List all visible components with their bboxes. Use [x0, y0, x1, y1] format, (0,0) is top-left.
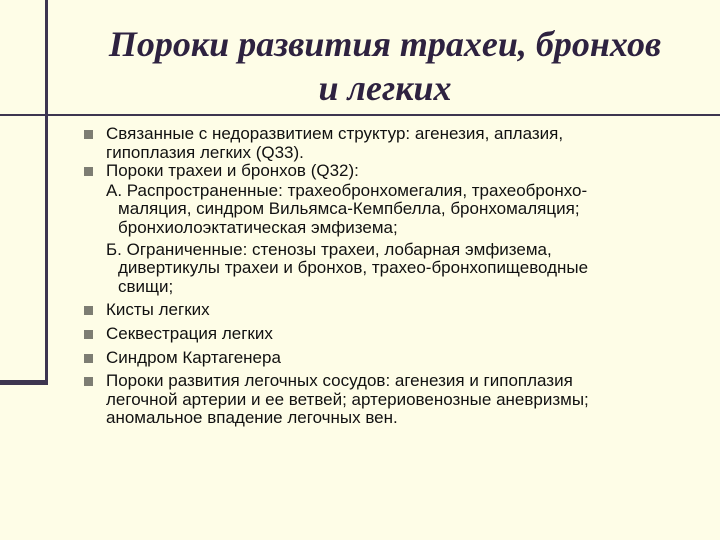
bullet-line: Пороки развития легочных сосудов: агенезия и гипоплазия: [106, 371, 573, 391]
bullet-item-underdevelopment: [84, 125, 704, 162]
slide-title-line-1: Пороки развития трахеи, бронхов: [108, 24, 662, 64]
square-bullet-icon: [84, 354, 93, 363]
bullet-item-vascular: [84, 372, 704, 428]
subparagraph-line: бронхиолоэктатическая эмфизема;: [118, 217, 398, 237]
subparagraph-line: свищи;: [118, 276, 174, 296]
square-bullet-icon: [84, 130, 93, 139]
slide-title: [60, 22, 710, 110]
bullet-item-sequestration: [84, 325, 704, 344]
bullet-item-trachea-bronchi: [84, 162, 704, 296]
accent-bar: [0, 380, 48, 385]
subparagraph-a: [106, 182, 704, 238]
horizontal-rule: [0, 114, 720, 116]
square-bullet-icon: [84, 306, 93, 315]
subparagraph-b: [106, 241, 704, 297]
subparagraph-line: Б. Ограниченные: стенозы трахеи, лобарная эмфизема,: [106, 239, 552, 259]
bullet-line: Связанные с недоразвитием структур: агенезия, аплазия,: [106, 124, 564, 143]
square-bullet-icon: [84, 167, 93, 176]
bullet-line: Синдром Картагенера: [106, 347, 281, 367]
bullet-line: легочной артерии и ее ветвей; артериовенозные аневризмы;: [106, 389, 589, 409]
bullet-item-kartagener: [84, 349, 704, 368]
bullet-line: Пороки трахеи и бронхов (Q32):: [106, 161, 359, 181]
square-bullet-icon: [84, 377, 93, 386]
bullet-item-lung-cysts: [84, 301, 704, 320]
bullet-line: Кисты легких: [106, 300, 210, 320]
subparagraph-line: А. Распространенные: трахеобронхомегалия, трахеобронхо-: [106, 180, 588, 200]
subparagraph-line: маляция, синдром Вильямса-Кемпбелла, бронхомаляция;: [118, 199, 580, 219]
bullet-line: аномальное впадение легочных вен.: [106, 408, 398, 428]
bullet-line: гипоплазия легких (Q33).: [106, 142, 304, 162]
square-bullet-icon: [84, 330, 93, 339]
bullet-line: Секвестрация легких: [106, 323, 273, 343]
vertical-rule: [45, 0, 48, 383]
slide-title-line-2: и легких: [318, 68, 452, 108]
bullet-list: [84, 125, 704, 428]
subparagraph-line: дивертикулы трахеи и бронхов, трахео-бронхопищеводные: [118, 258, 589, 278]
